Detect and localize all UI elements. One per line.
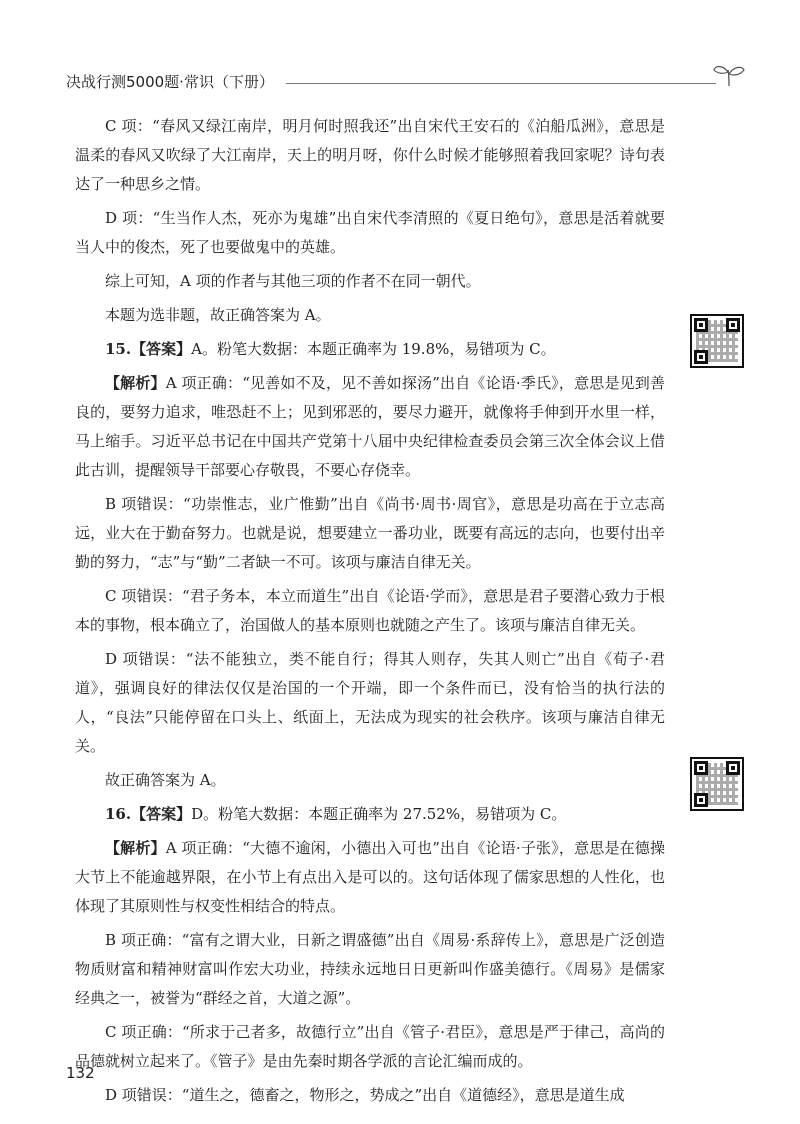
sprout-icon: [712, 60, 746, 88]
paragraph-c-option-1: C 项：“春风又绿江南岸，明月何时照我还”出自宋代王安石的《泊船瓜洲》，意思是温柔的春风又吹绿了大江南岸，天上的明月呀，你什么时候才能够照着我回家呢？诗句表达了一种思乡之情。: [75, 117, 665, 193]
page-number: 132: [66, 1064, 95, 1082]
paragraph-summary: 综上可知，A 项的作者与其他三项的作者不在同一朝代。: [105, 272, 481, 290]
paragraph-analysis-16-a: 【解析】A 项正确：“大德不逾闲，小德出入可也”出自《论语·子张》，意思是在德操大节上不能逾越界限，在小节上有点出入是可以的。这句话体现了儒家思想的人性化，也体现了其原则性与权变性相结合的特点。: [75, 839, 665, 915]
paragraph-answer-14: 本题为选非题，故正确答案为 A。: [105, 306, 331, 324]
paragraph-analysis-16-b: B 项正确：“富有之谓大业，日新之谓盛德”出自《周易·系辞传上》，意思是广泛创造物质财富和精神财富叫作宏大功业，持续永远地日日更新叫作盛美德行。《周易》是儒家经典之一，被誉为“群经之首，大道之源”。: [75, 931, 665, 1007]
paragraph-analysis-16-d: D 项错误：“道生之，德畜之，物形之，势成之”出自《道德经》，意思是道生成: [105, 1086, 625, 1104]
paragraph-analysis-15-d: D 项错误：“法不能独立，类不能自行；得其人则存，失其人则亡”出自《荀子·君道》，强调良好的律法仅仅是治国的一个开端，即一个条件而已，没有恰当的执行法的人，“良法”只能停留在口头上、纸面上，无法成为现实的社会秩序。该项与廉洁自律无关。: [75, 650, 665, 755]
book-title: 决战行测5000题·常识（下册）: [66, 73, 274, 91]
paragraph-analysis-15-b: B 项错误：“功崇惟志，业广惟勤”出自《尚书·周书·周官》，意思是功高在于立志高远，业大在于勤奋努力。也就是说，想要建立一番功业，既要有高远的志向，也要付出辛勤的努力，“志”与“勤”二者缺一不可。该项与廉洁自律无关。: [75, 495, 665, 571]
page-body: [75, 112, 665, 1115]
paragraph-answer-15: 15.【答案】A。粉笔大数据：本题正确率为 19.8%，易错项为 C。: [105, 340, 556, 358]
paragraph-answer-16: 16.【答案】D。粉笔大数据：本题正确率为 27.52%，易错项为 C。: [105, 805, 567, 823]
paragraph-analysis-15-a: 【解析】A 项正确：“见善如不及，见不善如探汤”出自《论语·季氏》，意思是见到善良的，要努力追求，唯恐赶不上；见到邪恶的，要尽力避开，就像将手伸到开水里一样，马上缩手。习近平总书记在中国共产党第十八届中央纪律检查委员会第三次全体会议上借此古训，提醒领导干部要心存敬畏，不要心存侥幸。: [75, 374, 665, 479]
running-header: [66, 70, 746, 94]
paragraph-analysis-16-c: C 项正确：“所求于己者多，故德行立”出自《管子·君臣》，意思是严于律己，高尚的品德就树立起来了。《管子》是由先秦时期各学派的言论汇编而成的。: [75, 1023, 665, 1070]
header-rule: [286, 83, 716, 84]
qr-code-icon[interactable]: [690, 314, 744, 368]
paragraph-conclusion-15: 故正确答案为 A。: [105, 771, 226, 789]
paragraph-d-option-1: D 项：“生当作人杰，死亦为鬼雄”出自宋代李清照的《夏日绝句》，意思是活着就要当人中的俊杰，死了也要做鬼中的英雄。: [75, 209, 665, 256]
paragraph-analysis-15-c: C 项错误：“君子务本，本立而道生”出自《论语·学而》，意思是君子要潜心致力于根本的事物，根本确立了，治国做人的基本原则也就随之产生了。该项与廉洁自律无关。: [75, 587, 665, 634]
qr-code-icon[interactable]: [690, 757, 744, 811]
